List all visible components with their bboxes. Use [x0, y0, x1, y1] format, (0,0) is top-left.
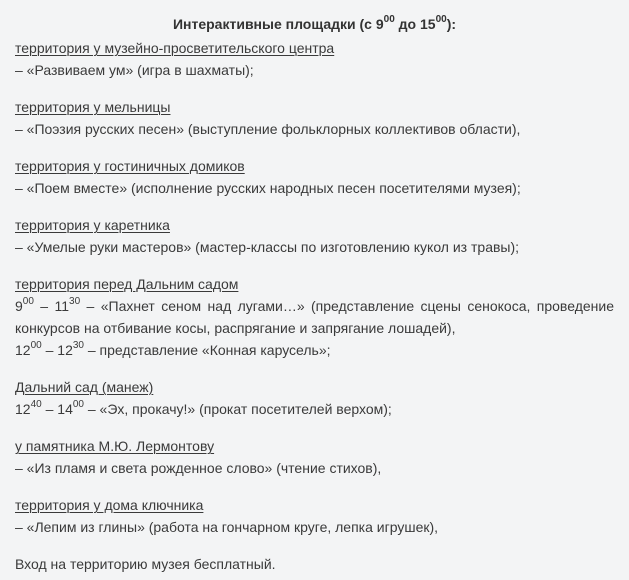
section-lermontov-monument: [15, 435, 614, 479]
section-text: – «Лепим из глины» (работа на гончарном круге, лепка игрушек),: [15, 519, 439, 535]
section-heading: территория у музейно-просветительского центра: [15, 40, 335, 56]
free-entry-note: Вход на территорию музея бесплатный.: [15, 556, 276, 572]
section-far-garden-front: [15, 273, 614, 361]
section-text: – «Из пламя и света рожденное слово» (чтение стихов),: [15, 460, 382, 476]
section-text: – «Умелые руки мастеров» (мастер-классы по изготовлению кукол из травы);: [15, 239, 520, 255]
program-title: Интерактивные площадки (с $9^{00}$ до $15^{00}$):: [172, 14, 457, 32]
section-carriage-house: [15, 214, 614, 258]
section-museum-center: [15, 37, 614, 81]
schedule-item: $9^{00} - 11^{30}$ – «Пахнет сеном над лугами…» (представление сцены сенокоса, проведение конкурсов на отбивание косы, распрягание и запрягание лошадей),: [15, 296, 614, 336]
section-far-garden-arena: [15, 376, 614, 420]
section-guest-houses: [15, 155, 614, 199]
section-heading: у памятника М.Ю. Лермонтову: [15, 438, 215, 454]
section-keyholder-house: [15, 494, 614, 538]
section-text: – «Развиваем ум» (игра в шахматы);: [15, 62, 254, 78]
schedule-item: $12^{00} - 12^{30}$ – представление «Конная карусель»;: [15, 340, 331, 358]
section-text: – «Поэзия русских песен» (выступление фольклорных коллективов области),: [15, 121, 521, 137]
section-heading: территория перед Дальним садом: [15, 276, 239, 292]
section-heading: территория у дома ключника: [15, 497, 204, 513]
section-text: – «Поем вместе» (исполнение русских народных песен посетителями музея);: [15, 180, 521, 196]
section-heading: территория у гостиничных домиков: [15, 158, 245, 174]
section-mill: [15, 96, 614, 140]
section-heading: территория у мельницы: [15, 99, 171, 115]
section-heading: Дальний сад (манеж): [15, 379, 154, 395]
schedule-item: $12^{40} - 14^{00}$ – «Эх, прокачу!» (прокат посетителей верхом);: [15, 399, 392, 417]
section-heading: территория у каретника: [15, 217, 170, 233]
